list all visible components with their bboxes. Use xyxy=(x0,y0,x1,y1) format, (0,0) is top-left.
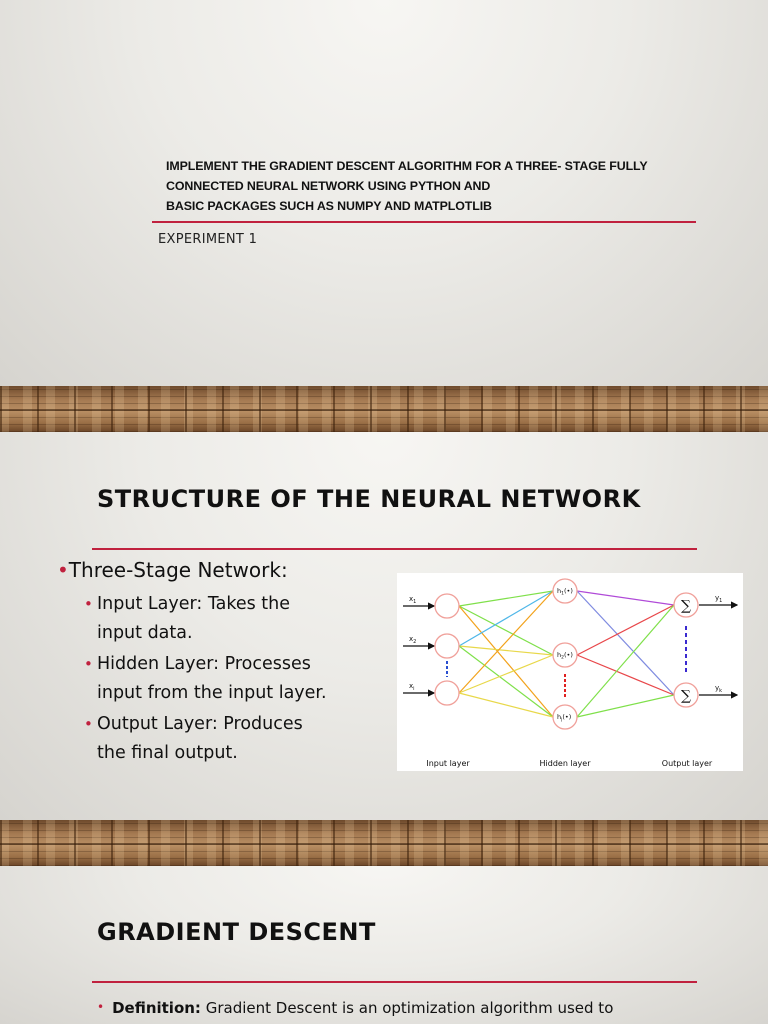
hidden-subscript: 1 xyxy=(561,591,564,597)
bullet-dot: • xyxy=(57,558,69,582)
sum-icon: ∑ xyxy=(681,688,691,704)
bullet-dot: • xyxy=(84,595,93,613)
slide-title-line: BASIC PACKAGES SUCH AS NUMPY AND MATPLOTLIB xyxy=(166,199,492,213)
input-node xyxy=(435,681,459,705)
slide-title xyxy=(166,156,686,216)
edge-input-hidden xyxy=(459,646,553,717)
hidden-node-label: $h_2(•)$ xyxy=(557,651,573,661)
input-label: $x_i$ xyxy=(409,682,415,692)
input-label: $x_1$ xyxy=(409,595,417,605)
sub-bullet-line: input from the input layer. xyxy=(97,683,327,703)
edge-input-hidden xyxy=(459,591,553,606)
title-slide xyxy=(0,0,768,386)
input-node xyxy=(435,594,459,618)
sub-bullet-line: Output Layer: Produces xyxy=(97,714,303,734)
input-label: $x_2$ xyxy=(409,635,417,645)
output-subscript: 1 xyxy=(719,598,723,604)
sub-bullet-input-layer xyxy=(84,590,374,648)
title-divider xyxy=(152,221,696,223)
layer-caption: Hidden layer xyxy=(539,759,591,768)
sub-bullet-output-layer xyxy=(84,710,374,768)
layer-caption: Output layer xyxy=(661,759,713,768)
hidden-activation: (•) xyxy=(564,587,573,595)
heading-divider xyxy=(92,981,697,983)
wood-separator xyxy=(0,820,768,866)
edge-hidden-output xyxy=(577,591,674,695)
sub-bullet-line: the final output. xyxy=(97,743,238,763)
slide-heading: GRADIENT DESCENT xyxy=(97,918,376,946)
bullet-three-stage xyxy=(57,558,288,582)
edge-input-hidden xyxy=(459,591,553,693)
hidden-activation: (•) xyxy=(564,651,573,659)
edge-input-hidden xyxy=(459,606,553,717)
hidden-node-label: $h_1(•)$ xyxy=(557,587,573,597)
slide-subtitle: EXPERIMENT 1 xyxy=(158,232,258,247)
neural-network-svg xyxy=(397,573,743,771)
sub-bullet-line: Hidden Layer: Processes xyxy=(97,654,311,674)
edge-input-hidden xyxy=(459,591,553,646)
sum-icon: ∑ xyxy=(681,598,691,614)
layer-caption: Input layer xyxy=(426,759,470,768)
hidden-subscript: 2 xyxy=(561,655,564,661)
input-subscript: 1 xyxy=(413,599,417,605)
input-subscript: 2 xyxy=(413,639,417,645)
output-subscript: k xyxy=(719,688,723,694)
output-label: $y_k$ xyxy=(715,684,723,694)
edge-hidden-output xyxy=(577,605,674,655)
bullet-dot: • xyxy=(97,1000,105,1014)
bullet-text: Three-Stage Network: xyxy=(68,558,288,582)
input-subscript: i xyxy=(413,686,415,692)
definition-bullet xyxy=(97,999,613,1017)
neural-network-diagram xyxy=(397,573,743,771)
definition-text: Gradient Descent is an optimization algorithm used to xyxy=(205,999,614,1017)
hidden-node-label: $h_j(•)$ xyxy=(557,713,572,723)
hidden-activation: (•) xyxy=(562,713,572,721)
slide-title-line: IMPLEMENT THE GRADIENT DESCENT ALGORITHM FOR A THREE- STAGE FULLY xyxy=(166,159,648,173)
bullet-dot: • xyxy=(84,655,93,673)
edge-input-hidden xyxy=(459,693,553,717)
heading-divider xyxy=(92,548,697,550)
sub-bullet-hidden-layer xyxy=(84,650,374,708)
edge-hidden-output xyxy=(577,591,674,605)
slide-title-line: CONNECTED NEURAL NETWORK USING PYTHON AND xyxy=(166,179,491,193)
bullet-dot: • xyxy=(84,715,93,733)
input-node xyxy=(435,634,459,658)
output-label: $y_1$ xyxy=(715,594,723,604)
slide-heading: STRUCTURE OF THE NEURAL NETWORK xyxy=(97,485,641,513)
sub-bullet-line: input data. xyxy=(97,623,193,643)
wood-separator xyxy=(0,386,768,432)
hidden-subscript: j xyxy=(561,717,563,723)
definition-label: Definition: xyxy=(112,999,201,1017)
edge-hidden-output xyxy=(577,695,674,717)
sub-bullet-line: Input Layer: Takes the xyxy=(97,594,291,614)
